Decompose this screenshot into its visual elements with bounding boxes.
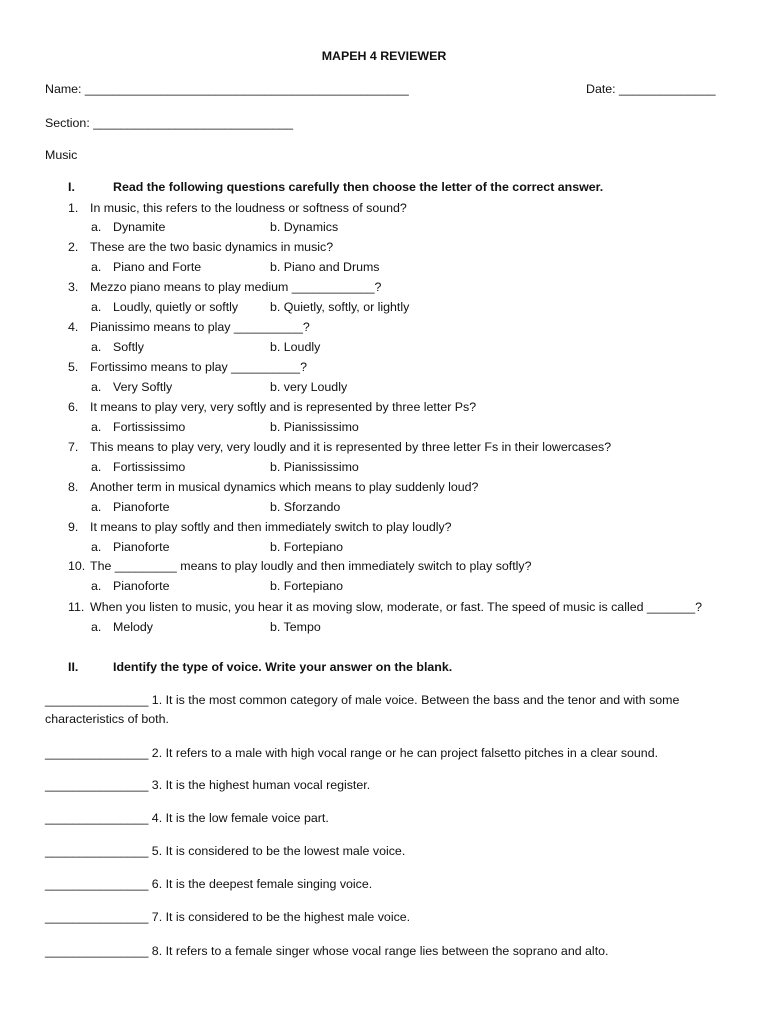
choice-a-label: a. — [91, 460, 102, 474]
question-number: 6. — [68, 400, 79, 414]
choice-a[interactable]: Piano and Forte — [113, 260, 202, 274]
identification-item[interactable]: _______________ 2. It refers to a male with high vocal range or he can project falsetto pitches in a clear sound. — [45, 746, 659, 760]
question-text: When you listen to music, you hear it as moving slow, moderate, or fast. The speed of music is called _______? — [90, 600, 703, 614]
question-number: 3. — [68, 280, 79, 294]
question-text: Mezzo piano means to play medium ____________? — [90, 280, 382, 294]
question-number: 1. — [68, 201, 79, 215]
choice-a-label: a. — [91, 420, 102, 434]
identification-item[interactable]: _______________ 8. It refers to a female singer whose vocal range lies between the soprano and alto. — [45, 944, 609, 958]
question-text: It means to play very, very softly and is represented by three letter Ps? — [90, 400, 477, 414]
choice-b[interactable]: b. Pianississimo — [270, 460, 359, 474]
part1-numeral: I. — [68, 180, 75, 194]
question-text: This means to play very, very loudly and it is represented by three letter Fs in their lowercases? — [90, 440, 612, 454]
choice-a-label: a. — [91, 579, 102, 593]
question-number: 8. — [68, 480, 79, 494]
identification-item[interactable]: _______________ 1. It is the most common category of male voice. Between the bass and the tenor and with some — [45, 693, 680, 707]
choice-a[interactable]: Very Softly — [113, 380, 173, 394]
date-field[interactable]: Date: ______________ — [586, 82, 716, 96]
choice-a[interactable]: Loudly, quietly or softly — [113, 300, 239, 314]
choice-a[interactable]: Pianoforte — [113, 500, 170, 514]
question-text: The _________ means to play loudly and then immediately switch to play softly? — [90, 559, 532, 573]
choice-a[interactable]: Pianoforte — [113, 579, 170, 593]
question-text: It means to play softly and then immediately switch to play loudly? — [90, 520, 452, 534]
name-field[interactable]: Name: _______________________________________________ — [45, 82, 409, 96]
choice-b[interactable]: b. Loudly — [270, 340, 321, 354]
choice-a[interactable]: Dynamite — [113, 220, 166, 234]
part2-instruction: Identify the type of voice. Write your answer on the blank. — [113, 660, 453, 674]
identification-item[interactable]: _______________ 5. It is considered to be the lowest male voice. — [45, 844, 406, 858]
choice-b[interactable]: b. Piano and Drums — [270, 260, 380, 274]
part2-numeral: II. — [68, 660, 79, 674]
choice-b[interactable]: b. Sforzando — [270, 500, 341, 514]
choice-a-label: a. — [91, 300, 102, 314]
identification-item[interactable]: _______________ 7. It is considered to be the highest male voice. — [45, 910, 411, 924]
identification-item[interactable]: _______________ 3. It is the highest human vocal register. — [45, 778, 371, 792]
choice-a-label: a. — [91, 380, 102, 394]
choice-a-label: a. — [91, 540, 102, 554]
choice-a[interactable]: Fortississimo — [113, 460, 186, 474]
identification-item[interactable]: _______________ 4. It is the low female voice part. — [45, 811, 329, 825]
question-number: 11. — [68, 600, 85, 614]
choice-b[interactable]: b. Fortepiano — [270, 579, 344, 593]
part1-instruction: Read the following questions carefully then choose the letter of the correct answer. — [113, 180, 604, 194]
choice-b[interactable]: b. Fortepiano — [270, 540, 344, 554]
choice-a-label: a. — [91, 500, 102, 514]
identification-item[interactable]: _______________ 6. It is the deepest female singing voice. — [45, 877, 373, 891]
question-number: 7. — [68, 440, 79, 454]
choice-a-label: a. — [91, 620, 102, 634]
question-number: 9. — [68, 520, 79, 534]
question-number: 10. — [68, 559, 86, 573]
section-field[interactable]: Section: _____________________________ — [45, 116, 294, 130]
question-text: Fortissimo means to play __________? — [90, 360, 307, 374]
question-number: 5. — [68, 360, 79, 374]
choice-a[interactable]: Melody — [113, 620, 153, 634]
choice-b[interactable]: b. Pianississimo — [270, 420, 359, 434]
choice-b[interactable]: b. Tempo — [270, 620, 321, 634]
choice-b[interactable]: b. Dynamics — [270, 220, 339, 234]
question-text: Pianissimo means to play __________? — [90, 320, 310, 334]
question-text: In music, this refers to the loudness or softness of sound? — [90, 201, 407, 215]
question-number: 4. — [68, 320, 79, 334]
choice-b[interactable]: b. Quietly, softly, or lightly — [270, 300, 410, 314]
choice-b[interactable]: b. very Loudly — [270, 380, 348, 394]
choice-a[interactable]: Softly — [113, 340, 144, 354]
question-text: These are the two basic dynamics in music? — [90, 240, 334, 254]
document-title: MAPEH 4 REVIEWER — [321, 49, 447, 63]
choice-a-label: a. — [91, 340, 102, 354]
choice-a-label: a. — [91, 220, 102, 234]
question-number: 2. — [68, 240, 79, 254]
choice-a-label: a. — [91, 260, 102, 274]
choice-a[interactable]: Fortississimo — [113, 420, 186, 434]
identification-item-continued: characteristics of both. — [45, 712, 169, 726]
choice-a[interactable]: Pianoforte — [113, 540, 170, 554]
question-text: Another term in musical dynamics which means to play suddenly loud? — [90, 480, 479, 494]
subject-heading: Music — [45, 148, 78, 162]
